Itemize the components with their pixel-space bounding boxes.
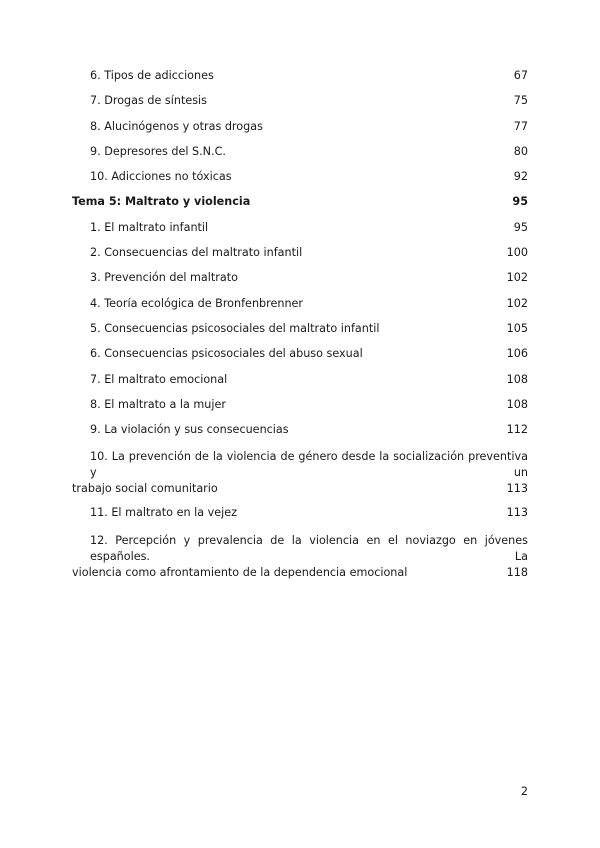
toc-entry-label-line2: trabajo social comunitario bbox=[72, 482, 218, 496]
toc-entry-page: 108 bbox=[506, 372, 528, 386]
toc-entry-label: 5. Consecuencias psicosociales del maltrato infantil bbox=[90, 321, 380, 335]
toc-entry-page: 113 bbox=[506, 506, 528, 520]
toc-entry[interactable] bbox=[72, 397, 528, 422]
toc-entry-multiline[interactable] bbox=[72, 533, 528, 581]
toc-entry-page: 112 bbox=[506, 423, 528, 437]
toc-entry-label-line1: 10. La prevención de la violencia de género desde la socialización preventiva y un bbox=[90, 450, 528, 480]
toc-entry-label: 3. Prevención del maltrato bbox=[90, 271, 238, 285]
toc-entry[interactable] bbox=[72, 422, 528, 447]
toc-entry-label: 6. Consecuencias psicosociales del abuso sexual bbox=[90, 347, 363, 361]
toc-chapter-heading[interactable] bbox=[72, 194, 528, 219]
toc-entry-label: 7. El maltrato emocional bbox=[90, 372, 228, 386]
toc-entry-page: 102 bbox=[506, 271, 528, 285]
toc-entry-page: 102 bbox=[506, 296, 528, 310]
toc-entry-page: 67 bbox=[513, 69, 528, 82]
toc-entry-line2 bbox=[72, 565, 528, 581]
toc-entry-page: 95 bbox=[513, 220, 528, 234]
toc-entry[interactable] bbox=[72, 270, 528, 295]
toc-entry-page: 106 bbox=[506, 347, 528, 361]
toc-entry-label: 6. Tipos de adicciones bbox=[90, 69, 214, 82]
toc-entry-label: 2. Consecuencias del maltrato infantil bbox=[90, 246, 303, 260]
toc-entry-label: 8. El maltrato a la mujer bbox=[90, 397, 226, 411]
toc-entry-label: 9. La violación y sus consecuencias bbox=[90, 423, 289, 437]
toc-entry-line2 bbox=[72, 481, 528, 497]
toc-chapter-page: 95 bbox=[512, 195, 528, 209]
toc-entry[interactable] bbox=[72, 505, 528, 530]
toc-entry[interactable] bbox=[72, 220, 528, 245]
toc-entry-label: 4. Teoría ecológica de Bronfenbrenner bbox=[90, 296, 304, 310]
toc-entry-page: 77 bbox=[513, 119, 528, 133]
toc-entry-page: 100 bbox=[506, 246, 528, 260]
toc-entry-page: 75 bbox=[513, 94, 528, 108]
toc-entry[interactable] bbox=[72, 169, 528, 194]
toc-entry[interactable] bbox=[72, 321, 528, 346]
toc-entry-label-line2: violencia como afrontamiento de la dependencia emocional bbox=[72, 565, 408, 579]
toc-entry[interactable] bbox=[72, 296, 528, 321]
page-number: 2 bbox=[520, 785, 528, 798]
toc-chapter-label: Tema 5: Maltrato y violencia bbox=[72, 195, 251, 209]
toc-entry-page: 118 bbox=[506, 565, 528, 579]
table-of-contents bbox=[72, 68, 528, 589]
toc-entry-label: 7. Drogas de síntesis bbox=[90, 94, 207, 108]
toc-entry[interactable] bbox=[72, 93, 528, 118]
toc-entry-label: 8. Alucinógenos y otras drogas bbox=[90, 119, 263, 133]
toc-entry[interactable] bbox=[72, 245, 528, 270]
toc-entry-label: 9. Depresores del S.N.C. bbox=[90, 144, 226, 158]
toc-entry[interactable] bbox=[72, 346, 528, 371]
toc-entry-label: 10. Adicciones no tóxicas bbox=[90, 170, 232, 184]
toc-entry-page: 80 bbox=[513, 144, 528, 158]
toc-entry-label: 11. El maltrato en la vejez bbox=[90, 506, 237, 520]
toc-entry[interactable] bbox=[72, 144, 528, 169]
toc-entry-label-line1: 12. Percepción y prevalencia de la violencia en el noviazgo en jóvenes españoles. La bbox=[90, 533, 528, 563]
toc-entry-page: 108 bbox=[506, 397, 528, 411]
toc-entry-label: 1. El maltrato infantil bbox=[90, 220, 209, 234]
toc-entry[interactable] bbox=[72, 68, 528, 93]
toc-entry-multiline[interactable] bbox=[72, 449, 528, 497]
toc-entry-page: 113 bbox=[506, 482, 528, 496]
toc-entry-page: 92 bbox=[513, 170, 528, 184]
toc-entry[interactable] bbox=[72, 372, 528, 397]
toc-entry-page: 105 bbox=[506, 321, 528, 335]
toc-entry[interactable] bbox=[72, 119, 528, 144]
